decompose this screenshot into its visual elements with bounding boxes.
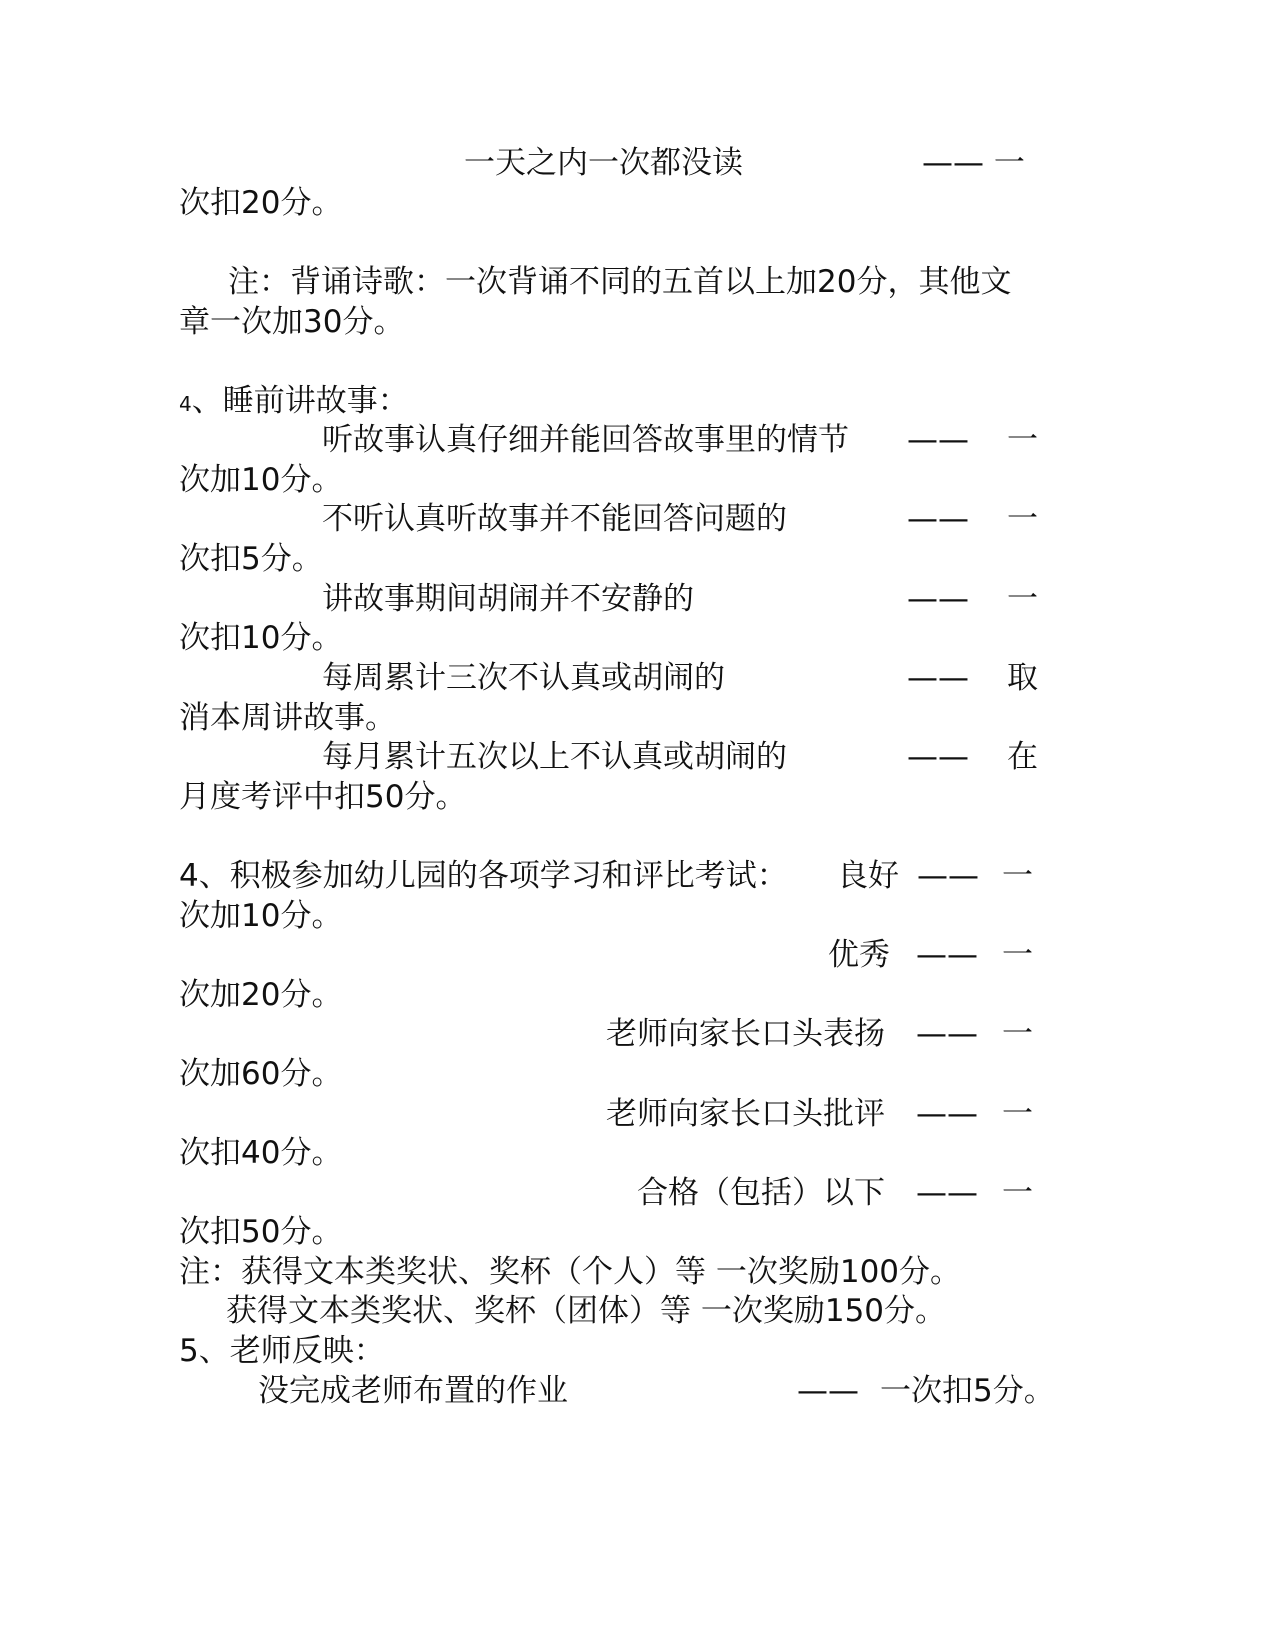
rule-item-text: 听故事认真仔细并能回答故事里的情节 [322, 422, 849, 458]
rule-item-tail: 在 [1007, 739, 1038, 775]
rule-item-continuation: 次扣5分。 [179, 541, 323, 577]
rule-line-continuation: 次扣20分。 [179, 185, 343, 221]
rule-item-dash: —— [907, 581, 969, 617]
rule-item-text: 良好 [837, 858, 899, 894]
rule-item-text: 合格（包括）以下 [637, 1175, 885, 1211]
rule-item-text: 优秀 [828, 937, 890, 973]
rule-item-dash: —— [917, 858, 979, 894]
rule-line-text: 一天之内一次都没读 [464, 145, 743, 181]
rule-item-dash: —— [916, 1016, 978, 1052]
rule-item-continuation: 次扣10分。 [179, 620, 343, 656]
rule-item-dash: —— [907, 660, 969, 696]
rule-item-tail: 一 [1002, 937, 1033, 973]
rule-item-dash: —— [907, 422, 969, 458]
rule-item-tail: 一 [1007, 581, 1038, 617]
rule-item-continuation: 次加60分。 [179, 1056, 343, 1092]
rule-item-text: 老师向家长口头表扬 [606, 1016, 885, 1052]
note-text: 注：背诵诗歌：一次背诵不同的五首以上加20分，其他文 [228, 264, 1012, 300]
rule-item-dash: —— [916, 937, 978, 973]
rule-item-continuation: 次加10分。 [179, 462, 343, 498]
rule-item-tail: 一 [1002, 858, 1033, 894]
rule-item-continuation: 次扣50分。 [179, 1214, 343, 1250]
rule-item-dash: —— [907, 739, 969, 775]
rule-item-text: 每周累计三次不认真或胡闹的 [322, 660, 725, 696]
rule-item-dash: —— [916, 1096, 978, 1132]
award-note: 获得文本类奖状、奖杯（团体）等 一次奖励150分。 [226, 1293, 947, 1329]
rule-item-tail: 一 [1002, 1175, 1033, 1211]
rule-item-continuation: 月度考评中扣50分。 [179, 779, 467, 815]
rule-item-tail: 一次扣5分。 [880, 1373, 1055, 1409]
rule-item-continuation: 次扣40分。 [179, 1135, 343, 1171]
section-number: 4 [179, 392, 192, 416]
rule-item-tail: 一 [1007, 422, 1038, 458]
rule-item-continuation: 次加20分。 [179, 977, 343, 1013]
rule-item-text: 不听认真听故事并不能回答问题的 [322, 501, 787, 537]
section-heading: 4、积极参加幼儿园的各项学习和评比考试： [179, 858, 788, 894]
rule-item-dash: —— [916, 1175, 978, 1211]
rule-item-tail: 一 [1002, 1096, 1033, 1132]
rule-item-dash: —— [907, 501, 969, 537]
rule-item-tail: 一 [1002, 1016, 1033, 1052]
rule-line-dash: —— 一 [922, 145, 1025, 181]
section-title: 、睡前讲故事： [191, 383, 409, 419]
section-heading: 5、老师反映： [179, 1333, 385, 1369]
rule-item-tail: 一 [1007, 501, 1038, 537]
rule-item-tail: 取 [1007, 660, 1038, 696]
rule-item-text: 老师向家长口头批评 [606, 1096, 885, 1132]
rule-item-text: 没完成老师布置的作业 [258, 1373, 568, 1409]
award-note: 注：获得文本类奖状、奖杯（个人）等 一次奖励100分。 [179, 1254, 962, 1290]
rule-item-text: 每月累计五次以上不认真或胡闹的 [322, 739, 787, 775]
section-heading [179, 381, 409, 424]
rule-item-dash: —— [797, 1373, 859, 1409]
rule-item-continuation: 次加10分。 [179, 898, 343, 934]
rule-item-continuation: 消本周讲故事。 [179, 700, 396, 736]
note-continuation: 章一次加30分。 [179, 304, 405, 340]
rule-item-text: 讲故事期间胡闹并不安静的 [322, 581, 694, 617]
